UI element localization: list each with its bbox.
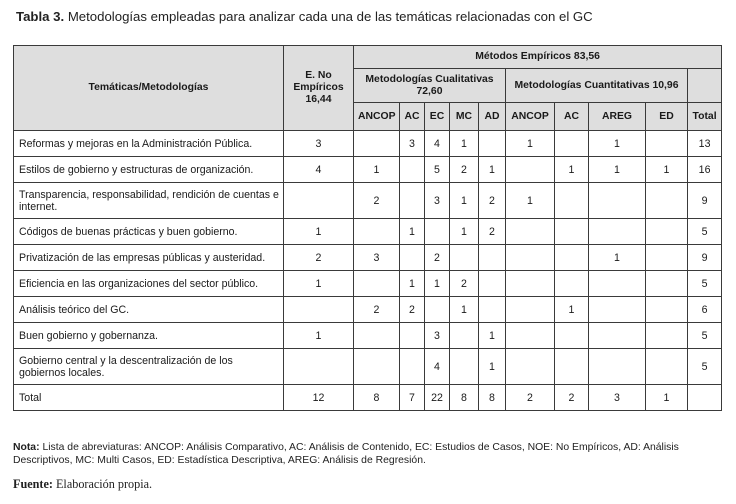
row-cell bbox=[646, 245, 688, 271]
row-topic: Códigos de buenas prácticas y buen gobierno. bbox=[14, 219, 284, 245]
table-row bbox=[14, 297, 722, 323]
row-cell: 3 bbox=[425, 323, 450, 349]
row-topic: Estilos de gobierno y estructuras de organización. bbox=[14, 157, 284, 183]
row-cell: 3 bbox=[284, 131, 354, 157]
col-header: AD bbox=[479, 103, 506, 131]
row-cell: 1 bbox=[284, 219, 354, 245]
row-cell: 1 bbox=[425, 271, 450, 297]
row-cell bbox=[555, 183, 589, 219]
table-row bbox=[14, 183, 722, 219]
row-cell: 1 bbox=[506, 131, 555, 157]
col-header: AREG bbox=[589, 103, 646, 131]
note-text: Lista de abreviaturas: ANCOP: Análisis Comparativo, AC: Análisis de Contenido, EC: Estudios de Casos, NOE: No Empíricos, AD: Análisis Descriptivos, MC: Multi Casos, ED: Estadística Descriptiva, AREG: Análisis de Regresión. bbox=[13, 442, 679, 466]
row-cell bbox=[354, 349, 400, 385]
row-cell bbox=[479, 271, 506, 297]
row-cell: 2 bbox=[555, 385, 589, 411]
header-metodos-empiricos: Métodos Empíricos 83,56 bbox=[354, 46, 722, 69]
row-cell bbox=[646, 271, 688, 297]
row-cell bbox=[479, 245, 506, 271]
row-cell bbox=[354, 323, 400, 349]
table-body bbox=[14, 131, 722, 411]
row-cell: 1 bbox=[589, 131, 646, 157]
table-row bbox=[14, 131, 722, 157]
row-cell bbox=[589, 349, 646, 385]
row-cell bbox=[425, 219, 450, 245]
header-no-empiricos: E. No Empíricos 16,44 bbox=[284, 46, 354, 131]
row-cell: 8 bbox=[354, 385, 400, 411]
row-cell bbox=[354, 219, 400, 245]
row-cell bbox=[400, 349, 425, 385]
col-header: ED bbox=[646, 103, 688, 131]
row-cell bbox=[284, 297, 354, 323]
row-cell bbox=[400, 323, 425, 349]
source-text: Elaboración propia. bbox=[55, 477, 153, 491]
row-cell bbox=[450, 349, 479, 385]
row-cell bbox=[450, 245, 479, 271]
source-line bbox=[13, 477, 152, 492]
row-cell: 4 bbox=[284, 157, 354, 183]
row-cell: 1 bbox=[400, 271, 425, 297]
row-cell: 1 bbox=[284, 323, 354, 349]
row-cell: 4 bbox=[425, 349, 450, 385]
row-cell: 1 bbox=[450, 219, 479, 245]
row-cell: 1 bbox=[506, 183, 555, 219]
row-cell bbox=[555, 349, 589, 385]
row-cell bbox=[555, 245, 589, 271]
row-topic: Buen gobierno y gobernanza. bbox=[14, 323, 284, 349]
row-cell: 3 bbox=[425, 183, 450, 219]
row-cell: 2 bbox=[450, 271, 479, 297]
row-cell: 2 bbox=[450, 157, 479, 183]
col-header: EC bbox=[425, 103, 450, 131]
row-cell: 3 bbox=[354, 245, 400, 271]
row-cell: 8 bbox=[479, 385, 506, 411]
row-cell bbox=[555, 131, 589, 157]
row-cell: 1 bbox=[284, 271, 354, 297]
row-cell bbox=[555, 323, 589, 349]
row-cell bbox=[646, 183, 688, 219]
row-cell: 2 bbox=[284, 245, 354, 271]
row-cell: 1 bbox=[450, 131, 479, 157]
row-cell bbox=[506, 157, 555, 183]
header-topics: Temáticas/Metodologías bbox=[14, 46, 284, 131]
table-row bbox=[14, 219, 722, 245]
row-cell bbox=[284, 349, 354, 385]
row-topic: Eficiencia en las organizaciones del sector público. bbox=[14, 271, 284, 297]
row-cell: 1 bbox=[479, 157, 506, 183]
row-cell bbox=[589, 183, 646, 219]
row-cell: 2 bbox=[506, 385, 555, 411]
row-total: 5 bbox=[688, 219, 722, 245]
row-cell: 12 bbox=[284, 385, 354, 411]
row-cell: 1 bbox=[555, 297, 589, 323]
row-cell bbox=[425, 297, 450, 323]
row-cell bbox=[589, 297, 646, 323]
row-cell bbox=[506, 219, 555, 245]
table-row bbox=[14, 271, 722, 297]
col-header: Total bbox=[688, 103, 722, 131]
row-cell: 5 bbox=[425, 157, 450, 183]
row-cell: 1 bbox=[450, 297, 479, 323]
row-cell bbox=[354, 131, 400, 157]
row-cell: 1 bbox=[479, 349, 506, 385]
row-total: 5 bbox=[688, 323, 722, 349]
row-cell bbox=[354, 271, 400, 297]
table-row bbox=[14, 385, 722, 411]
table-caption bbox=[16, 9, 593, 24]
row-cell: 4 bbox=[425, 131, 450, 157]
row-cell bbox=[400, 157, 425, 183]
row-cell bbox=[450, 323, 479, 349]
row-cell: 22 bbox=[425, 385, 450, 411]
row-cell: 3 bbox=[589, 385, 646, 411]
row-cell bbox=[479, 297, 506, 323]
row-topic: Análisis teórico del GC. bbox=[14, 297, 284, 323]
note-label: Nota: bbox=[13, 442, 40, 453]
row-cell: 1 bbox=[589, 245, 646, 271]
row-cell: 2 bbox=[479, 183, 506, 219]
abbreviations-note bbox=[13, 442, 725, 467]
col-header: ANCOP bbox=[506, 103, 555, 131]
row-topic: Privatización de las empresas públicas y austeridad. bbox=[14, 245, 284, 271]
col-header: AC bbox=[400, 103, 425, 131]
source-label: Fuente: bbox=[13, 477, 53, 491]
row-topic: Total bbox=[14, 385, 284, 411]
table-row bbox=[14, 323, 722, 349]
row-cell bbox=[506, 271, 555, 297]
row-cell bbox=[589, 271, 646, 297]
row-cell bbox=[506, 297, 555, 323]
row-cell bbox=[646, 219, 688, 245]
row-cell: 1 bbox=[646, 385, 688, 411]
row-cell: 2 bbox=[400, 297, 425, 323]
row-cell: 2 bbox=[479, 219, 506, 245]
row-cell bbox=[646, 131, 688, 157]
header-cuantitativas: Metodologías Cuantitativas 10,96 bbox=[506, 69, 688, 103]
table-row bbox=[14, 157, 722, 183]
row-total: 16 bbox=[688, 157, 722, 183]
row-cell bbox=[589, 323, 646, 349]
col-header: AC bbox=[555, 103, 589, 131]
row-cell: 2 bbox=[425, 245, 450, 271]
row-total: 9 bbox=[688, 245, 722, 271]
row-cell bbox=[589, 219, 646, 245]
row-cell: 8 bbox=[450, 385, 479, 411]
row-cell bbox=[646, 349, 688, 385]
methodology-table bbox=[13, 45, 722, 411]
row-cell: 1 bbox=[555, 157, 589, 183]
row-total: 5 bbox=[688, 349, 722, 385]
row-cell bbox=[555, 271, 589, 297]
header-cualitativas: Metodologías Cualitativas 72,60 bbox=[354, 69, 506, 103]
row-cell bbox=[646, 323, 688, 349]
table-row bbox=[14, 349, 722, 385]
row-cell: 1 bbox=[646, 157, 688, 183]
row-cell bbox=[400, 183, 425, 219]
row-cell: 1 bbox=[479, 323, 506, 349]
row-cell: 3 bbox=[400, 131, 425, 157]
row-cell bbox=[646, 297, 688, 323]
row-total: 9 bbox=[688, 183, 722, 219]
row-topic: Transparencia, responsabilidad, rendición de cuentas e internet. bbox=[14, 183, 284, 219]
col-header: MC bbox=[450, 103, 479, 131]
row-cell bbox=[506, 245, 555, 271]
row-cell bbox=[479, 131, 506, 157]
row-cell bbox=[284, 183, 354, 219]
col-header: ANCOP bbox=[354, 103, 400, 131]
row-cell: 1 bbox=[400, 219, 425, 245]
row-cell: 7 bbox=[400, 385, 425, 411]
row-total bbox=[688, 385, 722, 411]
table-row bbox=[14, 245, 722, 271]
row-total: 5 bbox=[688, 271, 722, 297]
row-cell bbox=[506, 323, 555, 349]
row-cell: 2 bbox=[354, 183, 400, 219]
row-topic: Gobierno central y la descentralización de los gobiernos locales. bbox=[14, 349, 284, 385]
row-cell: 1 bbox=[354, 157, 400, 183]
caption-label: Tabla 3. bbox=[16, 9, 65, 24]
caption-text: Metodologías empleadas para analizar cada una de las temáticas relacionadas con el GC bbox=[67, 9, 593, 24]
row-cell bbox=[400, 245, 425, 271]
row-cell bbox=[555, 219, 589, 245]
header-blank bbox=[688, 69, 722, 103]
row-topic: Reformas y mejoras en la Administración Pública. bbox=[14, 131, 284, 157]
row-total: 13 bbox=[688, 131, 722, 157]
row-cell bbox=[506, 349, 555, 385]
row-cell: 2 bbox=[354, 297, 400, 323]
row-cell: 1 bbox=[589, 157, 646, 183]
row-cell: 1 bbox=[450, 183, 479, 219]
row-total: 6 bbox=[688, 297, 722, 323]
